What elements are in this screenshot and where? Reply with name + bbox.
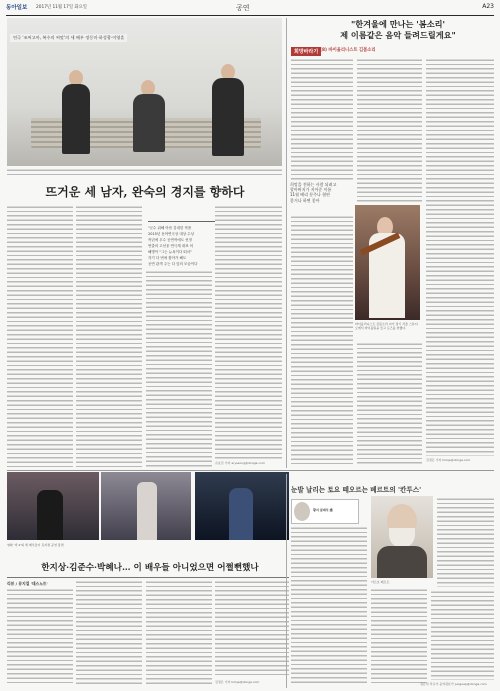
- article-column: [291, 58, 353, 180]
- article-column: [291, 215, 353, 465]
- pull-quote-line: 공연 관객 주는 다 앞의 모습이다: [148, 262, 198, 266]
- interview-headline: [300, 19, 496, 41]
- column-badge: 희망바라기: [291, 47, 321, 56]
- pull-quote-line: "군수 위해 아픔 감내한 작품: [148, 226, 192, 230]
- composer-portrait: [371, 496, 433, 578]
- actor-figure: [133, 94, 165, 152]
- headline-line: "한겨울에 만나는 '봄소리': [350, 19, 446, 29]
- page-number: A23: [482, 3, 494, 10]
- byline: 김정은 기자 kimje@donga.com: [215, 680, 260, 684]
- section-divider: [7, 470, 494, 471]
- photo-caption: 영화 '빅 2'의 세 배우들이 뮤지컬 공연 장면: [7, 543, 64, 547]
- photo-caption: 연극 '조씨고아, 복수의 씨앗'의 세 배우 정동미·하성광·이영훈: [10, 34, 127, 42]
- stage-photo-3: [195, 472, 289, 540]
- headline-rule: [7, 577, 289, 578]
- article-column: [146, 270, 212, 467]
- subhead-line: 희망을 전하는 사람 되려고: [290, 182, 337, 187]
- pull-quote-line: 작년에 우수 공연작에도 선정: [148, 238, 192, 242]
- article-column: [7, 205, 73, 467]
- section-title: 공연: [236, 4, 250, 12]
- columnist-avatar: [294, 502, 310, 521]
- pull-quote-line: 2015년 동아연극상 대상 수상: [148, 232, 195, 236]
- article-column: [431, 590, 494, 680]
- photo-caption: 바이올리니스트 김봄소리 씨가 정기 서울 스튜디오에서 바이올린을 들고 포즈를 취했다.: [355, 322, 418, 330]
- newspaper-logo: 동아일보: [6, 5, 28, 11]
- portrait-caption: 아르보 페르트: [371, 580, 390, 584]
- article-column: [426, 58, 494, 456]
- stage-photo-1: [7, 472, 99, 540]
- pull-quote-line: 해병이 "그는 뉴욕이다 떠서": [148, 250, 192, 254]
- stage-photo-2: [101, 472, 191, 540]
- headline-line: 제 이름같은 음악 들려드릴게요": [340, 30, 456, 40]
- subhead-line: 11월 베리 분주나 협연: [290, 192, 330, 198]
- columnist-badge: [291, 499, 359, 524]
- pull-quote-line: 연출의 고선웅 연극계 대표 어: [148, 244, 194, 248]
- interview-subhead: [290, 182, 354, 203]
- actor-figure: [62, 84, 90, 154]
- violinist-photo: [355, 205, 420, 320]
- article-column: [7, 588, 73, 686]
- page-header: [6, 2, 494, 16]
- byline: 정은지 작곡가·음악평론가 juoguep@donga.com: [420, 682, 487, 686]
- photo-credit-text: [7, 168, 282, 177]
- article-column: [76, 205, 142, 467]
- column-name: (8) 바이올리니스트 김봄소리: [320, 48, 376, 53]
- subhead-line: 할아버지가 지어준 이름: [290, 187, 332, 193]
- article-column: [357, 58, 422, 202]
- byline: 김정은 기자 kimje@donga.com: [426, 458, 471, 462]
- article-column: [357, 342, 422, 465]
- article-column: [76, 580, 142, 686]
- column-divider: [286, 474, 287, 688]
- article-column: [291, 526, 367, 686]
- article-column: [215, 205, 282, 460]
- article-column: [437, 497, 494, 587]
- columnist-name: 황지 클래식 感: [313, 508, 333, 512]
- subhead-line: 좋거나 하면 좋아: [290, 197, 320, 203]
- review-headline: 한지상·김준수·박혜나… 이 배우들 아니었으면 어쩔뻔했나: [41, 563, 259, 573]
- byline: 손효림 기자 aryssong@donga.com: [215, 461, 265, 465]
- column-headline: 눈발 날리는 토요 떼오르는 베르트의 '칸투스': [291, 486, 422, 494]
- issue-date: 2017년 11월 17일 화요일: [36, 5, 87, 10]
- column-divider: [286, 18, 287, 468]
- review-kicker: 리뷰 / 뮤지컬 '데스노트': [7, 581, 48, 586]
- pull-quote-line: 각기 다 번에 찾아가 해도: [148, 256, 187, 260]
- main-headline: 뜨거운 세 남자, 완숙의 경지를 향하다: [45, 185, 245, 199]
- article-column: [215, 580, 289, 678]
- article-column: [146, 580, 212, 686]
- actor-figure: [212, 78, 244, 156]
- article-column: [371, 588, 427, 686]
